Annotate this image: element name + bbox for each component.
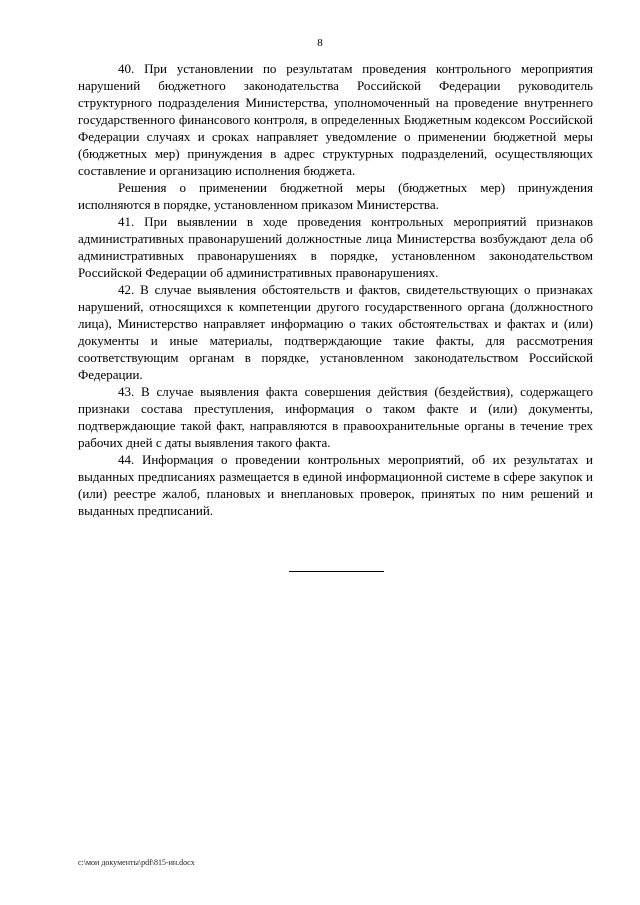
paragraph-40-decisions: Решения о применении бюджетной меры (бюджетных мер) принуждения исполняются в порядке, установленном приказом Министерства. <box>78 180 593 212</box>
footer-file-path: c:\мои документы\pdf\815-ин.docx <box>78 858 195 867</box>
paragraph-41: 41. При выявлении в ходе проведения контрольных мероприятий признаков административных правонарушений должностные лица Министерства возбуждают дела об административных правонарушениях в порядке, установленном законодательством Российской Федерации об административных правонарушениях. <box>78 214 593 280</box>
page-number: 8 <box>317 37 323 49</box>
paragraph-43: 43. В случае выявления факта совершения действия (бездействия), содержащего признаки состава преступления, информация о таком факте и (или) документы, подтверждающие такой факт, направляются в правоохранительные органы в течение трех рабочих дней с даты выявления такого факта. <box>78 384 593 450</box>
document-body <box>78 60 593 519</box>
end-of-text-divider <box>289 571 384 572</box>
paragraph-44: 44. Информация о проведении контрольных мероприятий, об их результатах и выданных предписаниях размещается в единой информационной системе в сфере закупок и (или) реестре жалоб, плановых и внеплановых проверок, принятых по ним решений и выданных предписаний. <box>78 452 593 518</box>
paragraph-42: 42. В случае выявления обстоятельств и фактов, свидетельствующих о признаках нарушений, относящихся к компетенции другого государственного органа (должностного лица), Министерство направляет информацию о таких обстоятельствах и фактах и (или) документы и иные материалы, подтверждающие такие факты, для рассмотрения соответствующим органам в порядке, установленном законодательством Российской Федерации. <box>78 282 593 382</box>
paragraph-40: 40. При установлении по результатам проведения контрольного мероприятия нарушений бюджетного законодательства Российской Федерации руководитель структурного подразделения Министерства, уполномоченный на проведение внутреннего государственного финансового контроля, в определенных Бюджетным кодексом Российской Федерации случаях и сроках направляет уведомление о применении бюджетной меры (бюджетных мер) принуждения в адрес структурных подразделений, осуществляющих составление и организацию исполнения бюджета. <box>78 61 593 178</box>
